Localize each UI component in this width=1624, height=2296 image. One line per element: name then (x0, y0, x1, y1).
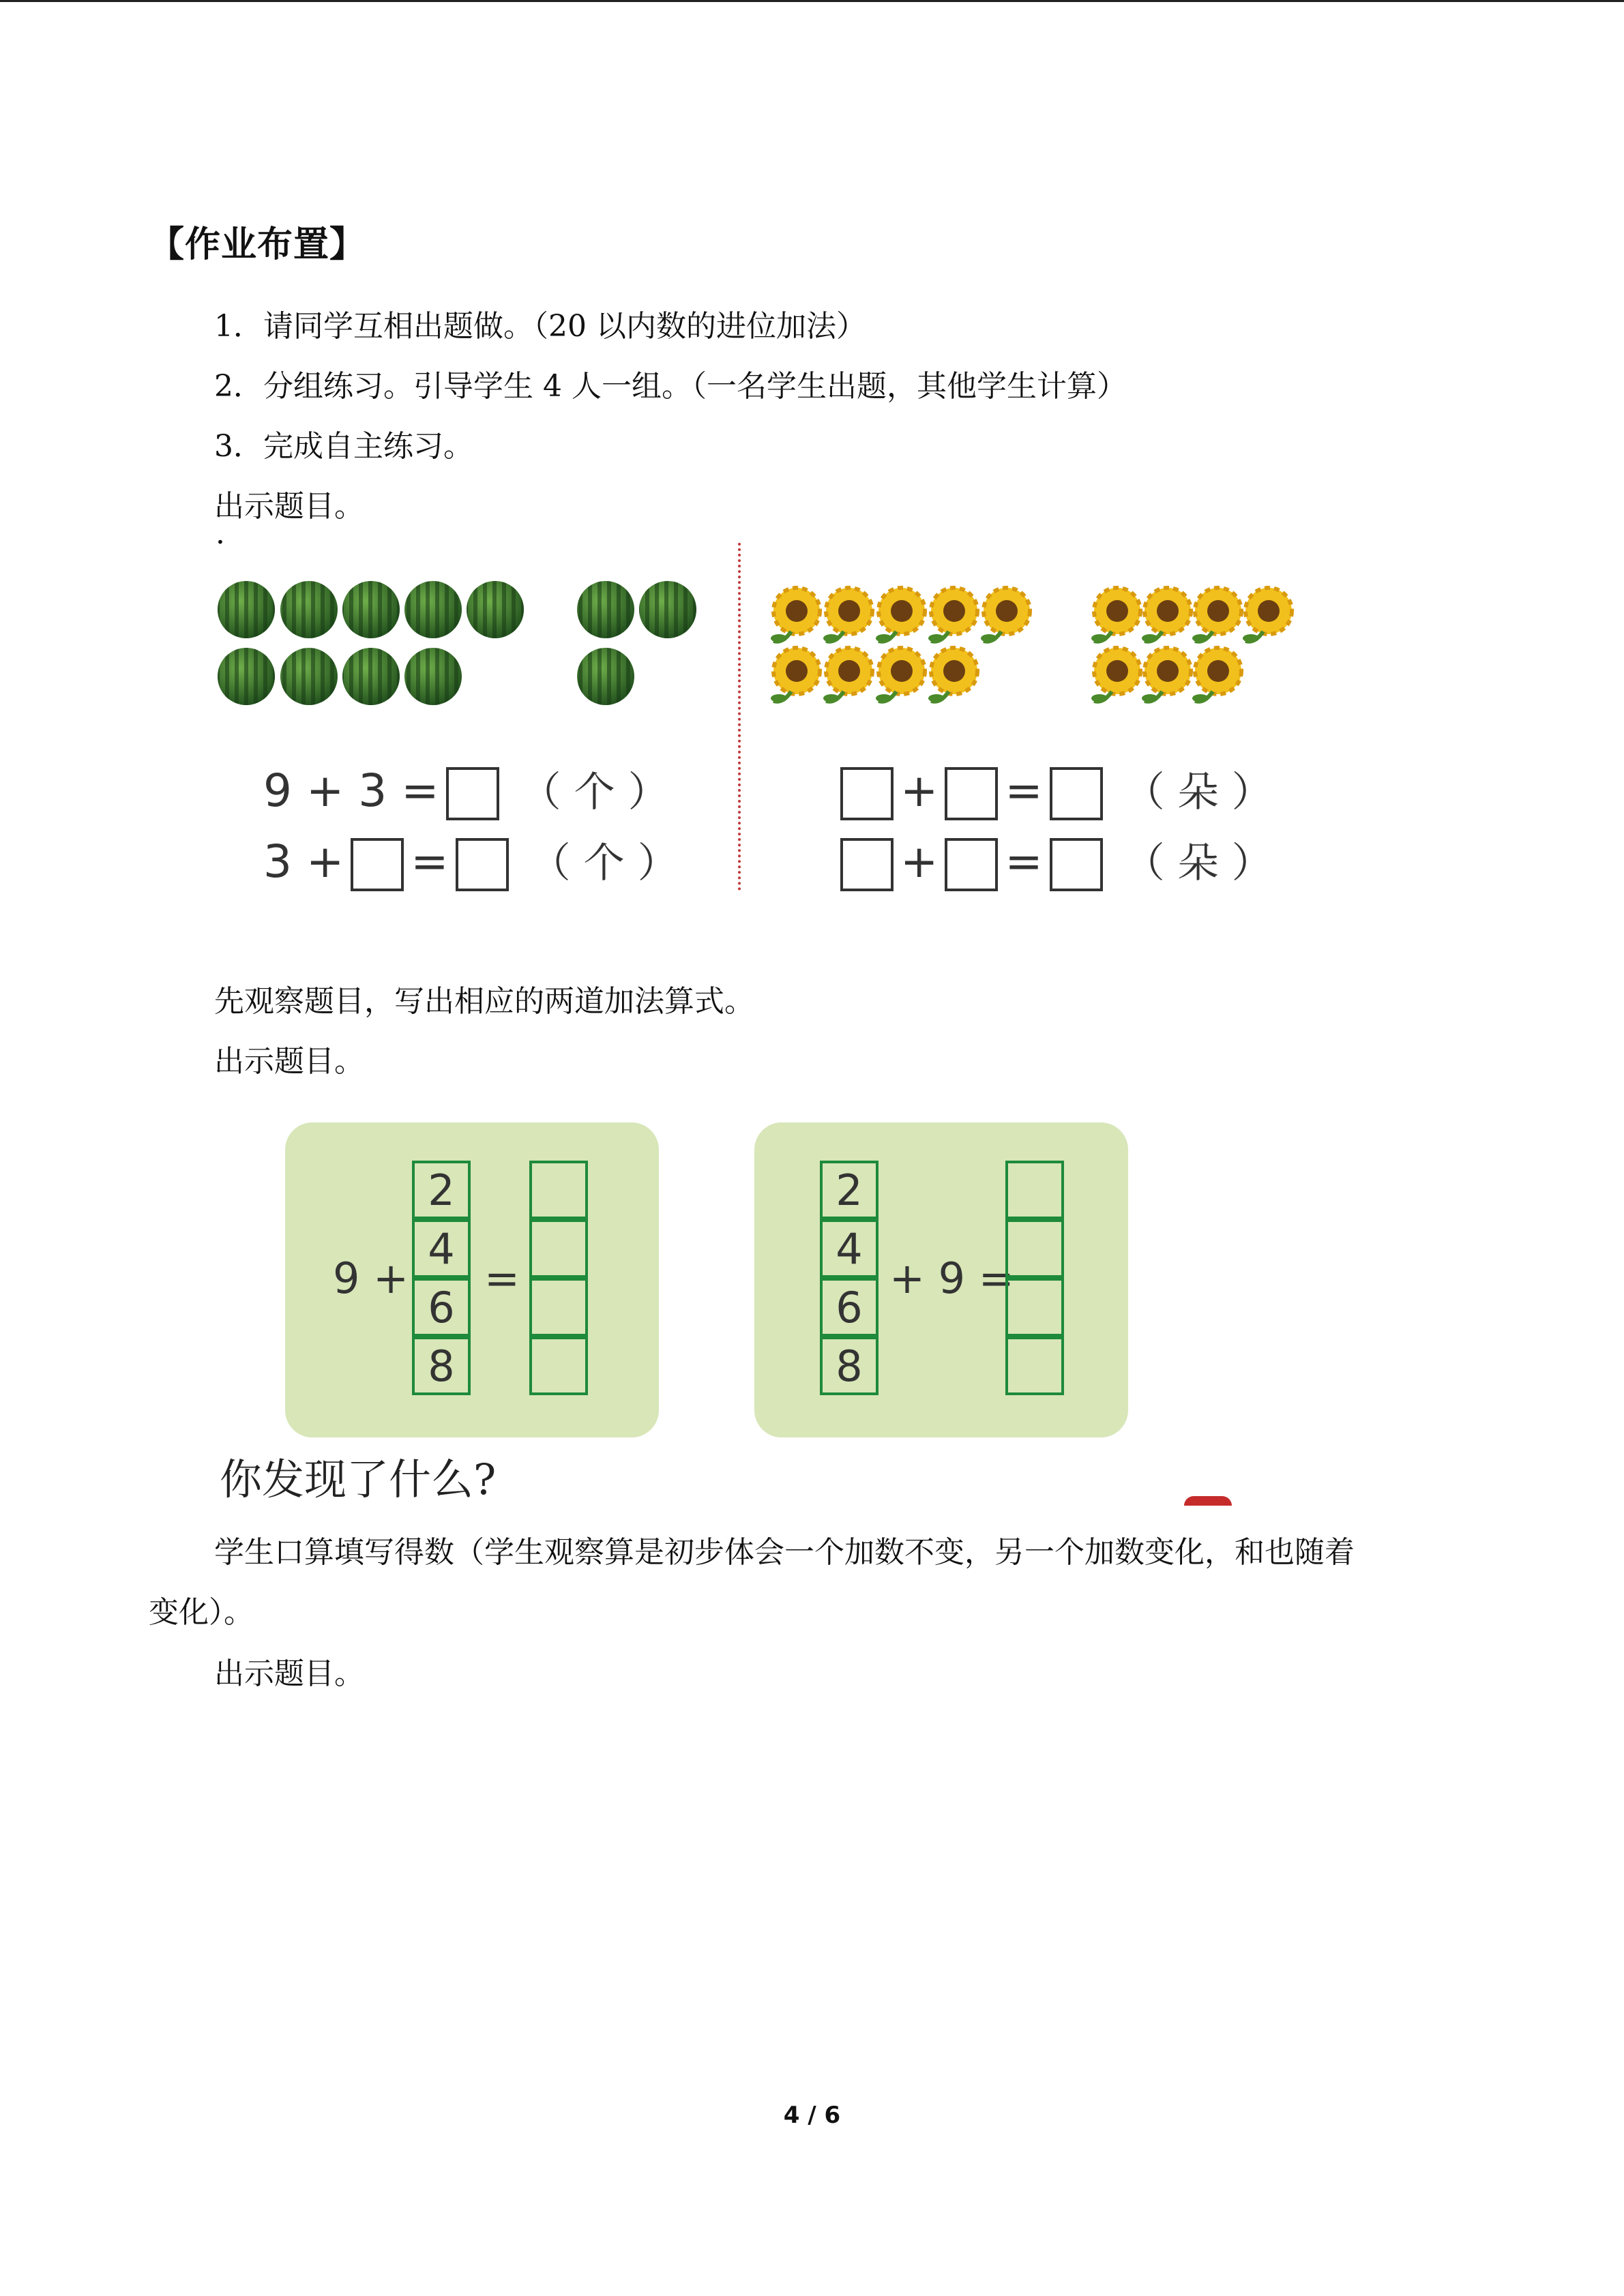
dotted-divider (738, 543, 741, 891)
dot-mark: · (216, 525, 225, 560)
number-cell: 6 (820, 1278, 879, 1337)
answer-cell[interactable] (1005, 1337, 1064, 1395)
answer-cell[interactable] (1005, 1278, 1064, 1337)
answer-box[interactable] (840, 767, 894, 820)
observe-text: 先观察题目，写出相应的两道加法算式。 (214, 984, 754, 1019)
panel-left-prefix: 9 + (333, 1253, 409, 1303)
plus-sign: + (900, 764, 939, 817)
number-cell: 6 (412, 1278, 471, 1337)
number-cell: 4 (820, 1219, 879, 1278)
eq-text: 3 + (263, 835, 344, 888)
show-problem-text-3: 出示题目。 (214, 1656, 364, 1691)
answer-box[interactable] (1050, 838, 1103, 891)
question-text: 你发现了什么? (220, 1455, 497, 1504)
equals-sign: = (1005, 764, 1043, 817)
eq-text: 3 = (358, 764, 439, 817)
show-problem-text: 出示题目。 (214, 489, 364, 524)
unit-label: （ 朵 ） (1123, 839, 1273, 887)
eq-text: 9 + (263, 764, 344, 817)
watermelon-equation-2 (263, 831, 679, 891)
answer-cell[interactable] (1005, 1219, 1064, 1278)
number-cell: 4 (412, 1219, 471, 1278)
panel-right-suffix: + 9 = (889, 1253, 1014, 1303)
answer-cell[interactable] (529, 1161, 588, 1219)
sunflower-group (769, 581, 1315, 706)
answer-box[interactable] (945, 767, 998, 820)
page-number: 4 / 6 (783, 2102, 841, 2129)
unit-label: （ 个 ） (520, 769, 669, 816)
answer-box[interactable] (945, 838, 998, 891)
number-cell: 8 (820, 1337, 879, 1395)
unit-label: （ 个 ） (529, 839, 679, 887)
red-mark (1184, 1496, 1232, 1506)
answer-cell[interactable] (529, 1337, 588, 1395)
paragraph-line-2: 变化）。 (149, 1595, 254, 1630)
list-item-2: 2．分组练习。引导学生 4 人一组。（一名学生出题，其他学生计算） (214, 369, 1127, 404)
answer-cell[interactable] (529, 1278, 588, 1337)
answer-cell[interactable] (529, 1219, 588, 1278)
panel-left-equals: = (484, 1253, 520, 1303)
equals-sign: = (1005, 835, 1043, 888)
answer-box[interactable] (840, 838, 894, 891)
answer-box[interactable] (1050, 767, 1103, 820)
eq-text: = (411, 835, 449, 888)
watermelon-group (216, 577, 707, 713)
number-cell: 8 (412, 1337, 471, 1395)
list-item-3: 3．完成自主练习。 (214, 429, 473, 464)
answer-box[interactable] (351, 838, 404, 891)
section-heading: 【作业布置】 (149, 224, 366, 265)
top-border (0, 0, 1624, 2)
answer-box[interactable] (456, 838, 509, 891)
answer-box[interactable] (446, 767, 499, 820)
list-item-1: 1．请同学互相出题做。（20 以内数的进位加法） (214, 309, 866, 344)
number-cell: 2 (412, 1161, 471, 1219)
sunflower-equation-1 (833, 760, 1273, 820)
sunflower-equation-2 (833, 831, 1273, 891)
answer-cell[interactable] (1005, 1161, 1064, 1219)
plus-sign: + (900, 835, 939, 888)
unit-label: （ 朵 ） (1123, 769, 1273, 816)
watermelon-equation-1 (263, 760, 669, 820)
sunflower-icon (771, 588, 1292, 702)
paragraph-line-1: 学生口算填写得数（学生观察算是初步体会一个加数不变，另一个加数变化，和也随着 (214, 1535, 1355, 1570)
watermelon-icon (218, 581, 696, 705)
number-cell: 2 (820, 1161, 879, 1219)
show-problem-text-2: 出示题目。 (214, 1044, 364, 1079)
